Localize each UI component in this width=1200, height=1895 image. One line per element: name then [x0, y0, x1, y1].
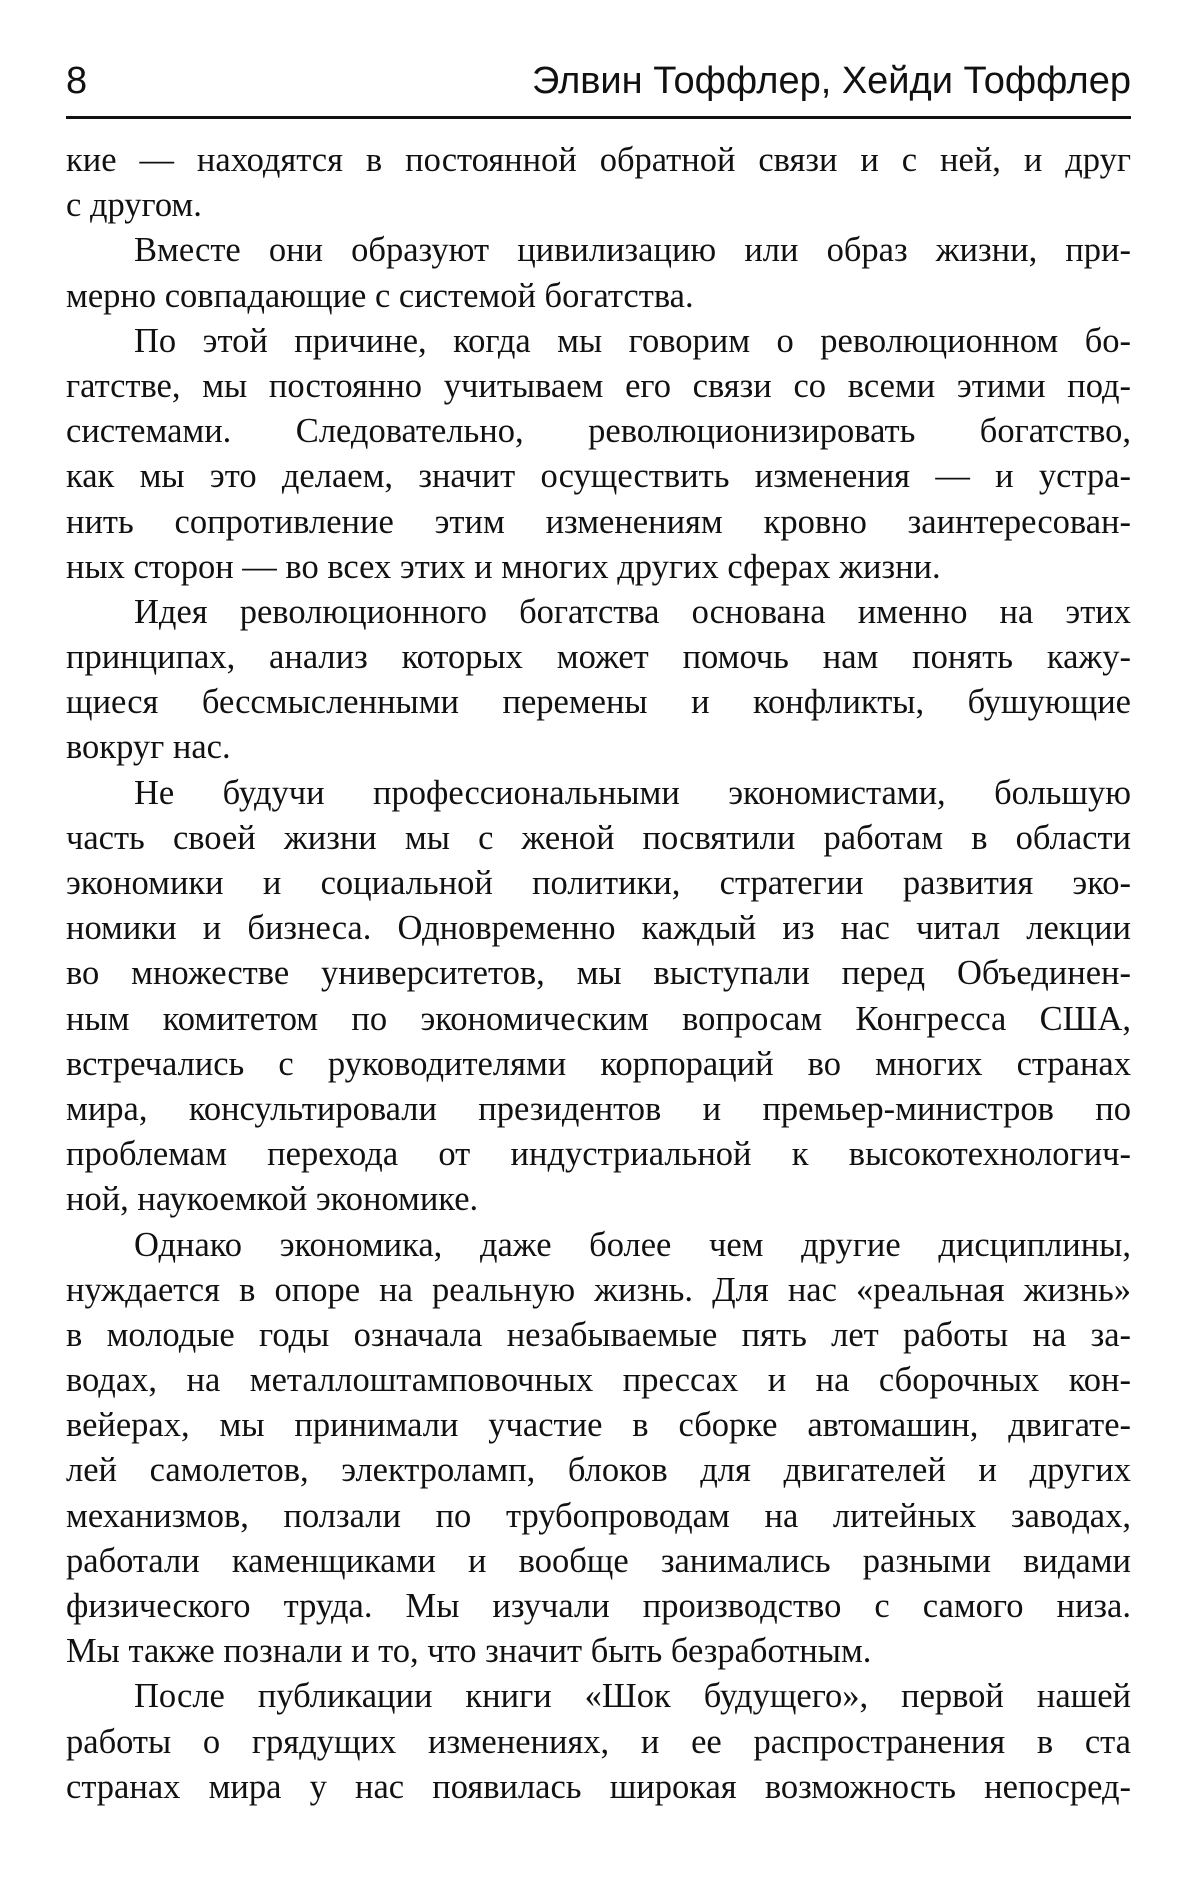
text-line: Не будучи профессиональными экономистами, большую: [134, 773, 1131, 812]
text-line: работали каменщиками и вообще занимались разными видами: [66, 1541, 1131, 1580]
text-line: Идея революционного богатства основана именно на этих: [134, 592, 1131, 631]
text-line: часть своей жизни мы с женой посвятили работам в области: [66, 818, 1131, 857]
paragraph: [66, 1223, 1131, 1675]
text-line: По этой причине, когда мы говорим о революционном бо-: [134, 321, 1131, 360]
paragraph: [66, 590, 1131, 771]
text-line: во множестве университетов, мы выступали перед Объединен-: [66, 954, 1131, 993]
text-line: лей самолетов, электроламп, блоков для двигателей и других: [66, 1451, 1131, 1490]
text-line: принципах, анализ которых может помочь нам понять кажу-: [66, 638, 1131, 677]
text-line: После публикации книги «Шок будущего», первой нашей: [134, 1677, 1131, 1716]
text-line: Однако экономика, даже более чем другие дисциплины,: [134, 1225, 1131, 1264]
text-line: вейерах, мы принимали участие в сборке автомашин, двигате-: [66, 1406, 1131, 1445]
text-line: экономики и социальной политики, стратегии развития эко-: [66, 864, 1131, 902]
paragraph: [66, 138, 1131, 228]
text-line: механизмов, ползали по трубопроводам на литейных заводах,: [66, 1496, 1131, 1535]
text-line: кие — находятся в постоянной обратной связи и с ней, и друг: [66, 141, 1131, 179]
text-line: щиеся бессмысленными перемены и конфликты, бушующие: [66, 683, 1131, 722]
text-line: вокруг нас.: [66, 728, 231, 767]
text-line: встречались с руководителями корпораций во многих странах: [66, 1044, 1131, 1083]
paragraph: [66, 771, 1131, 1223]
text-line: в молодые годы означала незабываемые пять лет работы на за-: [66, 1315, 1131, 1354]
text-line: проблемам перехода от индустриальной к высокотехнологич-: [66, 1135, 1131, 1174]
text-line: Вместе они образуют цивилизацию или образ жизни, при-: [134, 231, 1131, 270]
text-line: ным комитетом по экономическим вопросам Конгресса США,: [66, 999, 1131, 1038]
text-line: работы о грядущих изменениях, и ее распространения в ста: [66, 1722, 1131, 1761]
text-line: ной, наукоемкой экономике.: [66, 1180, 479, 1219]
text-line: системами. Следовательно, революционизировать богатство,: [66, 412, 1131, 451]
text-line: мира, консультировали президентов и премьер-министров по: [66, 1089, 1131, 1128]
paragraph: [66, 1674, 1131, 1810]
text-line: мерно совпадающие с системой богатства.: [66, 276, 694, 315]
page-header: [66, 56, 1131, 119]
paragraph: [66, 228, 1131, 318]
text-line: физического труда. Мы изучали производство с самого низа.: [66, 1587, 1131, 1625]
text-line: номики и бизнеса. Одновременно каждый из нас читал лекции: [66, 909, 1131, 948]
text-line: ных сторон — во всех этих и многих других сферах жизни.: [66, 547, 941, 586]
page-number: 8: [66, 60, 88, 102]
text-line: странах мира у нас появилась широкая возможность непосред-: [66, 1767, 1131, 1806]
body-text: [66, 138, 1131, 1810]
text-line: гатстве, мы постоянно учитываем его связи со всеми этими под-: [66, 366, 1131, 405]
text-line: как мы это делаем, значит осуществить изменения — и устра-: [66, 457, 1131, 496]
text-line: нить сопротивление этим изменениям кровно заинтересован-: [66, 502, 1131, 541]
text-line: Мы также познали и то, что значит быть безработным.: [66, 1632, 872, 1671]
running-title: Элвин Тоффлер, Хейди Тоффлер: [532, 60, 1131, 102]
text-line: водах, на металлоштамповочных прессах и на сборочных кон-: [66, 1361, 1131, 1400]
text-line: нуждается в опоре на реальную жизнь. Для нас «реальная жизнь»: [66, 1270, 1131, 1309]
text-line: с другом.: [66, 186, 202, 225]
paragraph: [66, 319, 1131, 590]
